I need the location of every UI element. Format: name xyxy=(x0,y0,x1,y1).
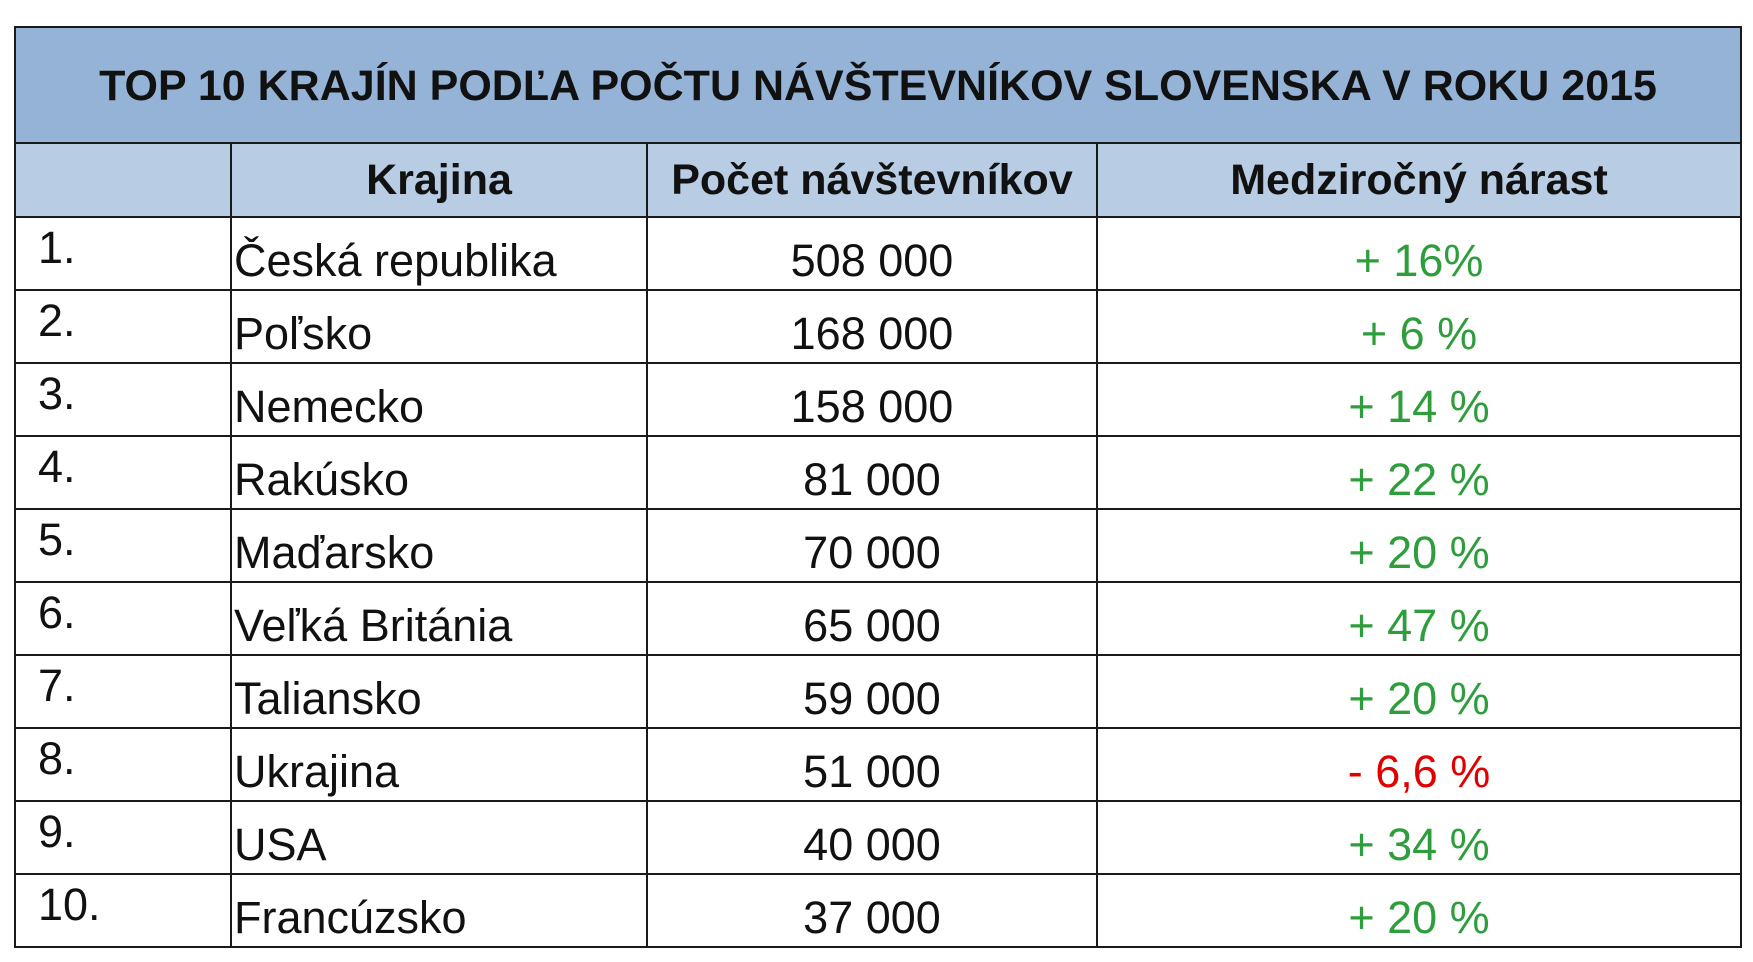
growth-cell: + 14 % xyxy=(1097,363,1741,436)
country-cell: Ukrajina xyxy=(231,728,647,801)
country-cell: USA xyxy=(231,801,647,874)
rank-cell: 10. xyxy=(15,874,231,947)
growth-cell: + 20 % xyxy=(1097,655,1741,728)
growth-cell: + 22 % xyxy=(1097,436,1741,509)
visitors-cell: 158 000 xyxy=(647,363,1097,436)
column-header-growth: Medziročný nárast xyxy=(1097,143,1741,217)
visitors-cell: 40 000 xyxy=(647,801,1097,874)
country-cell: Maďarsko xyxy=(231,509,647,582)
table-row xyxy=(15,290,1741,363)
column-header-country: Krajina xyxy=(231,143,647,217)
country-cell: Rakúsko xyxy=(231,436,647,509)
table-row xyxy=(15,363,1741,436)
table-row xyxy=(15,582,1741,655)
table-row xyxy=(15,801,1741,874)
visitors-table-container xyxy=(14,26,1740,948)
growth-cell: + 47 % xyxy=(1097,582,1741,655)
table-row xyxy=(15,217,1741,290)
table-row xyxy=(15,509,1741,582)
country-cell: Nemecko xyxy=(231,363,647,436)
column-header-rank xyxy=(15,143,231,217)
visitors-cell: 51 000 xyxy=(647,728,1097,801)
country-cell: Česká republika xyxy=(231,217,647,290)
visitors-cell: 168 000 xyxy=(647,290,1097,363)
table-title: TOP 10 KRAJÍN PODĽA POČTU NÁVŠTEVNÍKOV SLOVENSKA V ROKU 2015 xyxy=(15,27,1741,143)
rank-cell: 9. xyxy=(15,801,231,874)
rank-cell: 2. xyxy=(15,290,231,363)
country-cell: Veľká Británia xyxy=(231,582,647,655)
visitors-cell: 65 000 xyxy=(647,582,1097,655)
growth-cell: + 20 % xyxy=(1097,874,1741,947)
column-header-visitors: Počet návštevníkov xyxy=(647,143,1097,217)
country-cell: Poľsko xyxy=(231,290,647,363)
country-cell: Francúzsko xyxy=(231,874,647,947)
visitors-cell: 59 000 xyxy=(647,655,1097,728)
header-row xyxy=(15,143,1741,217)
growth-cell: + 6 % xyxy=(1097,290,1741,363)
visitors-cell: 37 000 xyxy=(647,874,1097,947)
rank-cell: 8. xyxy=(15,728,231,801)
table-row xyxy=(15,874,1741,947)
rank-cell: 6. xyxy=(15,582,231,655)
growth-cell: + 34 % xyxy=(1097,801,1741,874)
rank-cell: 4. xyxy=(15,436,231,509)
growth-cell: - 6,6 % xyxy=(1097,728,1741,801)
visitors-cell: 508 000 xyxy=(647,217,1097,290)
title-row xyxy=(15,27,1741,143)
visitors-table xyxy=(14,26,1742,948)
growth-cell: + 20 % xyxy=(1097,509,1741,582)
growth-cell: + 16% xyxy=(1097,217,1741,290)
rank-cell: 7. xyxy=(15,655,231,728)
visitors-cell: 70 000 xyxy=(647,509,1097,582)
visitors-cell: 81 000 xyxy=(647,436,1097,509)
country-cell: Taliansko xyxy=(231,655,647,728)
rank-cell: 1. xyxy=(15,217,231,290)
table-row xyxy=(15,436,1741,509)
rank-cell: 5. xyxy=(15,509,231,582)
table-row xyxy=(15,655,1741,728)
rank-cell: 3. xyxy=(15,363,231,436)
table-row xyxy=(15,728,1741,801)
